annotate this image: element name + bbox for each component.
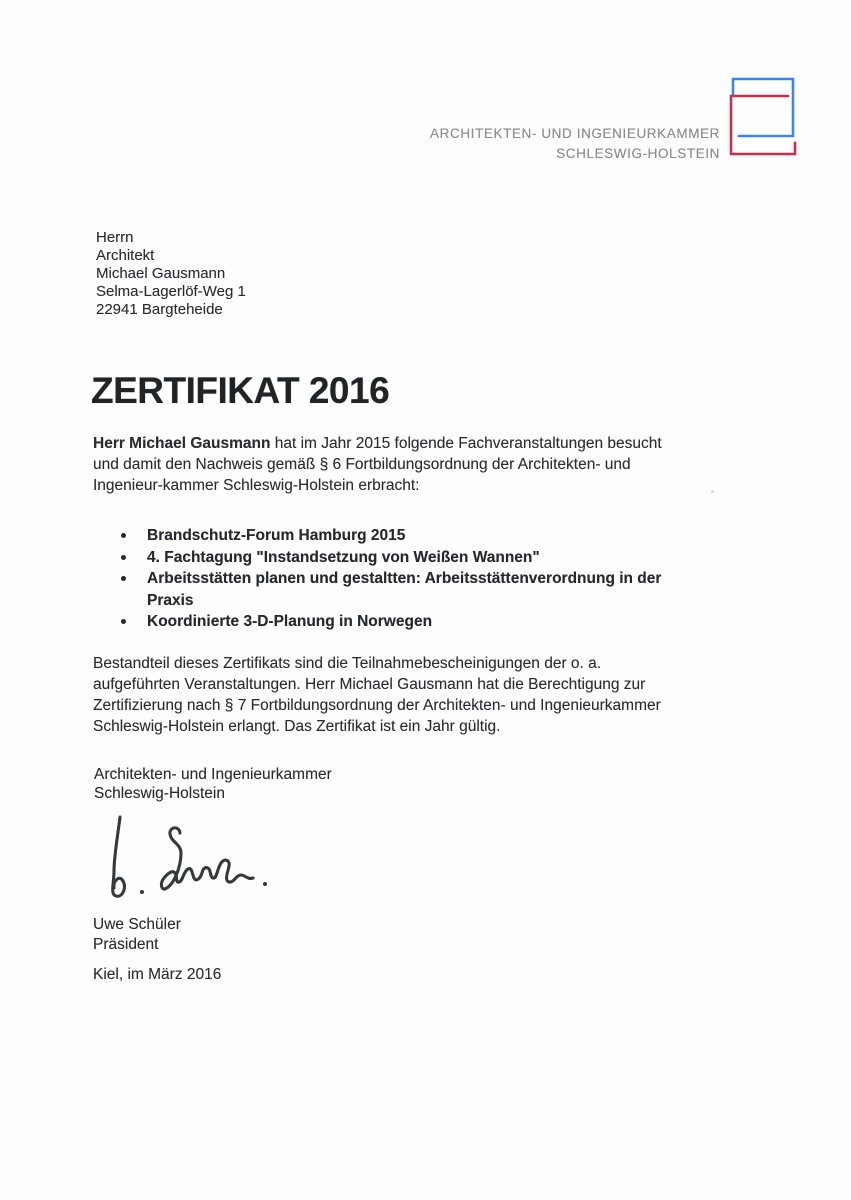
event-text: 4. Fachtagung "Instandsetzung von Weißen Wannen" xyxy=(147,548,540,566)
recipient-name-bold: Herr Michael Gausmann xyxy=(93,435,271,452)
certification-line4: Schleswig-Holstein erlangt. Das Zertifikat ist ein Jahr gültig. xyxy=(93,718,501,735)
handwritten-signature xyxy=(100,814,278,910)
event-text: Koordinierte 3-D-Planung in Norwegen xyxy=(147,613,433,630)
recipient-salutation: Herrn xyxy=(96,229,134,246)
recipient-name: Michael Gausmann xyxy=(96,265,226,282)
event-text: Arbeitsstätten planen und gestaltten: Arbeitsstättenverordnung in der Praxis xyxy=(147,570,662,609)
intro-line3: Ingenieur-kammer Schleswig-Holstein erbracht: xyxy=(93,477,420,494)
signer-name: Uwe Schüler xyxy=(93,916,181,933)
issuer-line2: Schleswig-Holstein xyxy=(94,785,225,802)
bullet-icon xyxy=(121,533,126,538)
list-item xyxy=(121,547,661,569)
place-date: Kiel, im März 2016 xyxy=(93,966,222,983)
recipient-city: 22941 Bargteheide xyxy=(96,301,223,318)
bullet-icon xyxy=(121,576,126,581)
org-name-line2: SCHLESWIG-HOLSTEIN xyxy=(556,145,720,161)
list-item xyxy=(121,611,661,633)
signer-block xyxy=(93,915,181,954)
issuer-line1: Architekten- und Ingenieurkammer xyxy=(94,766,332,783)
certification-line2: aufgeführten Veranstaltungen. Herr Michael Gausmann hat die Berechtigung zur xyxy=(93,676,646,693)
signer-role: Präsident xyxy=(93,935,159,953)
recipient-address xyxy=(96,229,246,319)
intro-line1-rest: hat im Jahr 2015 folgende Fachveranstaltungen besucht xyxy=(270,435,662,452)
list-item xyxy=(121,525,661,547)
letterhead-org-name xyxy=(430,124,720,163)
scan-artifact-speck xyxy=(711,490,714,493)
recipient-street: Selma-Lagerlöf-Weg 1 xyxy=(96,283,246,300)
intro-line2: und damit den Nachweis gemäß § 6 Fortbildungsordnung der Architekten- und xyxy=(93,456,631,473)
bullet-icon xyxy=(121,619,126,624)
recipient-profession: Architekt xyxy=(96,247,155,264)
certification-paragraph xyxy=(93,653,661,737)
certification-line3: Zertifizierung nach § 7 Fortbildungsordnung der Architekten- und Ingenieurkammer xyxy=(93,697,661,714)
bullet-icon xyxy=(121,555,126,560)
certification-line1: Bestandteil dieses Zertifikats sind die Teilnahmebescheinigungen der o. a. xyxy=(93,655,602,672)
intro-line1 xyxy=(93,433,662,454)
issuer-block xyxy=(94,765,332,803)
list-item xyxy=(121,568,661,611)
event-list xyxy=(121,525,661,633)
chamber-logo-icon xyxy=(729,77,799,159)
org-name-line1: ARCHITEKTEN- UND INGENIEURKAMMER xyxy=(430,126,720,141)
intro-paragraph xyxy=(93,433,662,496)
event-text: Brandschutz-Forum Hamburg 2015 xyxy=(147,527,406,544)
certificate-title: ZERTIFIKAT 2016 xyxy=(91,370,390,411)
